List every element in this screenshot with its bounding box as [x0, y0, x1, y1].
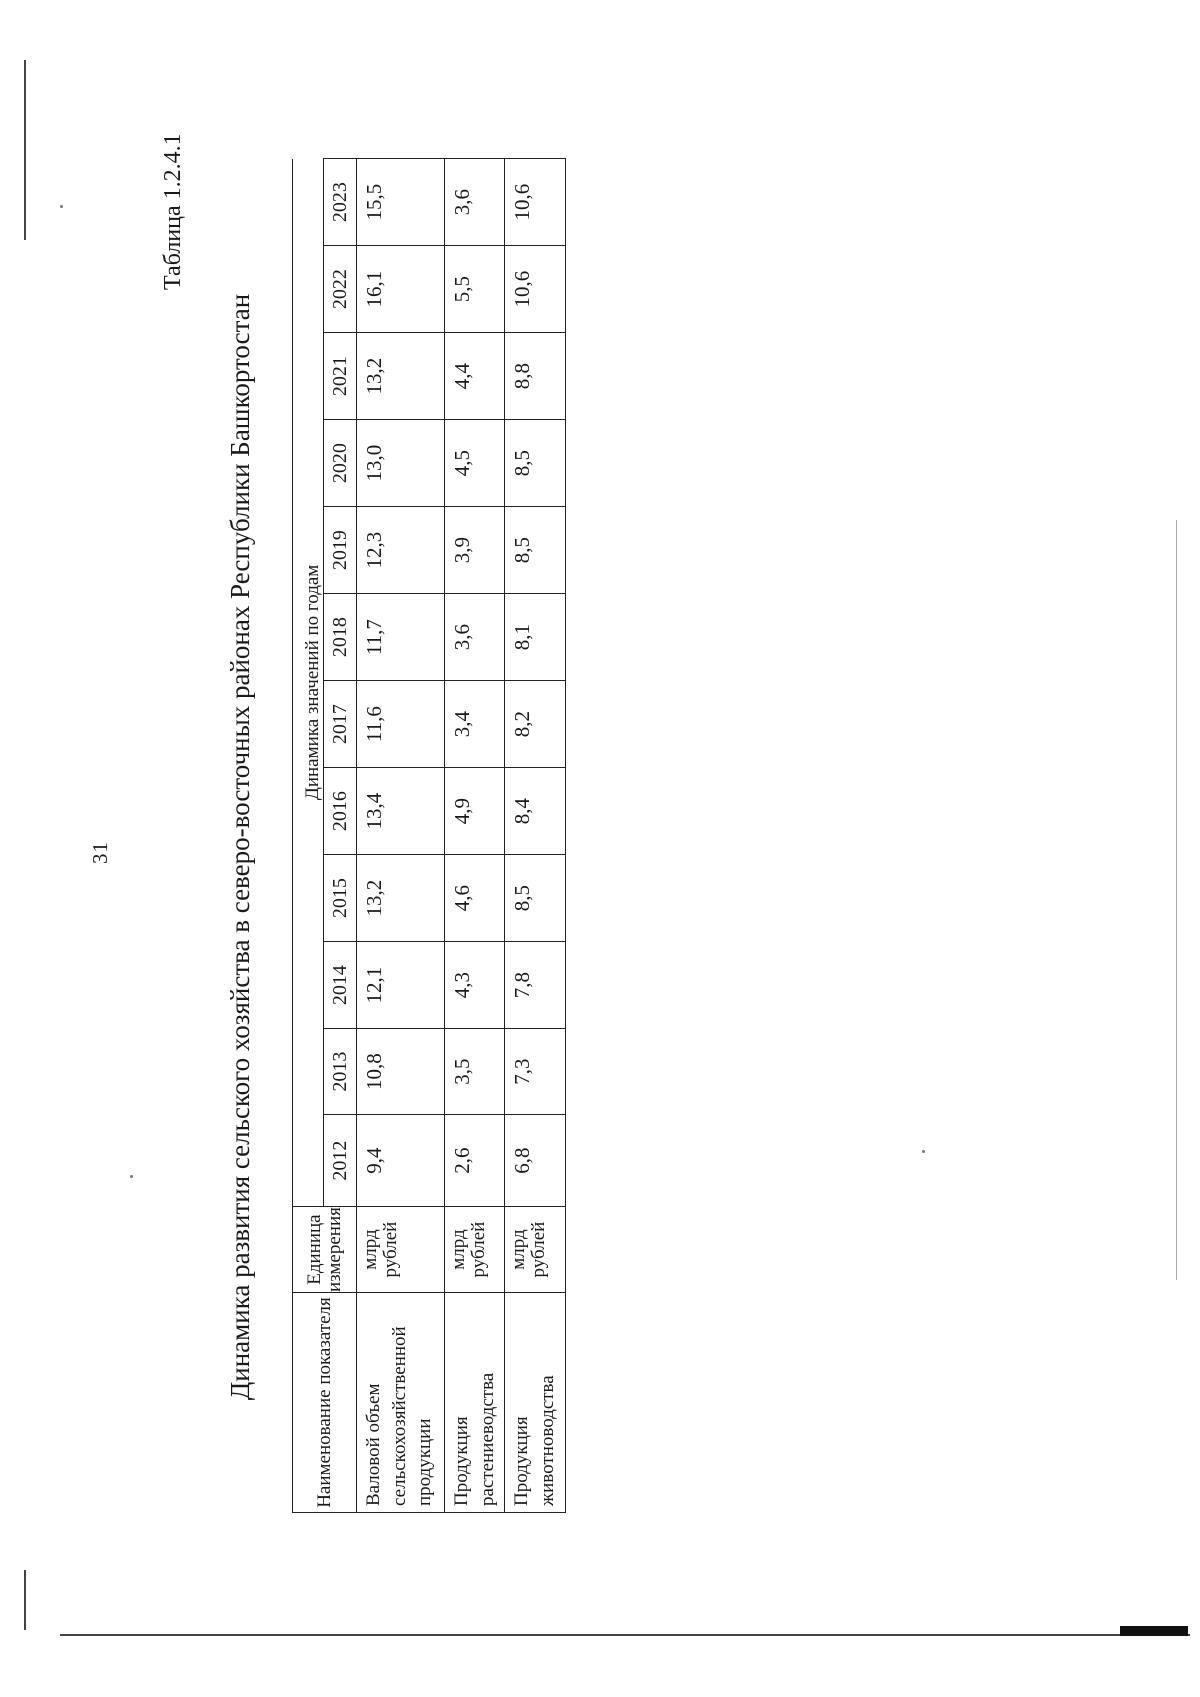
year-cell: 2013	[324, 1029, 357, 1115]
row-unit-cell: млрд рублей	[445, 1207, 505, 1293]
value-cell: 4,5	[445, 420, 505, 507]
data-table	[292, 147, 566, 1513]
value-cell: 8,5	[505, 855, 565, 942]
row-unit-cell: млрд рублей	[357, 1207, 445, 1293]
value-cell: 8,5	[505, 507, 565, 594]
year-cell: 2017	[324, 681, 357, 768]
row-name-cell: Продукция растениеводства	[445, 1293, 505, 1513]
value-cell: 13,2	[357, 333, 445, 420]
value-cell: 6,8	[505, 1115, 565, 1207]
value-cell: 8,4	[505, 768, 565, 855]
table-row	[445, 147, 505, 1513]
value-cell: 8,5	[505, 420, 565, 507]
value-cell: 10,6	[505, 159, 565, 246]
header-row	[293, 147, 324, 1513]
value-cell: 2,6	[445, 1115, 505, 1207]
value-cell: 4,9	[445, 768, 505, 855]
year-cell: 2012	[324, 1115, 357, 1207]
document-title: Динамика развития сельского хозяйства в северо-восточных районах Республики Башкортостан	[225, 293, 255, 1401]
value-cell: 3,5	[445, 1029, 505, 1115]
year-cell: 2023	[324, 159, 357, 246]
value-cell: 10,6	[505, 246, 565, 333]
year-cell: 2019	[324, 507, 357, 594]
year-cell: 2020	[324, 420, 357, 507]
table-gap	[293, 147, 566, 159]
year-cell: 2015	[324, 855, 357, 942]
value-cell: 3,6	[445, 594, 505, 681]
page-number: 31	[88, 841, 112, 864]
value-cell: 12,1	[357, 942, 445, 1029]
value-cell: 5,5	[445, 246, 505, 333]
year-cell: 2014	[324, 942, 357, 1029]
value-cell: 8,2	[505, 681, 565, 768]
value-cell: 3,4	[445, 681, 505, 768]
row-unit-cell: млрд рублей	[505, 1207, 565, 1293]
value-cell: 7,8	[505, 942, 565, 1029]
year-cell: 2018	[324, 594, 357, 681]
value-cell: 3,9	[445, 507, 505, 594]
year-cell: 2021	[324, 333, 357, 420]
value-cell: 12,3	[357, 507, 445, 594]
value-cell: 3,6	[445, 159, 505, 246]
value-cell: 4,3	[445, 942, 505, 1029]
row-name-cell: Продукция животноводства	[505, 1293, 565, 1513]
value-cell: 10,8	[357, 1029, 445, 1115]
table-label: Таблица 1.2.4.1	[160, 133, 186, 290]
value-cell: 11,6	[357, 681, 445, 768]
value-cell: 8,8	[505, 333, 565, 420]
value-cell: 7,3	[505, 1029, 565, 1115]
value-cell: 4,4	[445, 333, 505, 420]
header-unit-cell: Единица измерения	[293, 1207, 357, 1293]
year-cell: 2016	[324, 768, 357, 855]
value-cell: 11,7	[357, 594, 445, 681]
header-dynamics-cell: Динамика значений по годам	[293, 159, 324, 1207]
value-cell: 15,5	[357, 159, 445, 246]
value-cell: 16,1	[357, 246, 445, 333]
value-cell: 13,2	[357, 855, 445, 942]
year-cell: 2022	[324, 246, 357, 333]
table-row	[357, 147, 445, 1513]
table-row	[505, 147, 565, 1513]
header-name-cell: Наименование показателя	[293, 1293, 357, 1513]
value-cell: 13,4	[357, 768, 445, 855]
value-cell: 4,6	[445, 855, 505, 942]
row-name-cell: Валовой объем сельскохозяйственной продукции	[357, 1293, 445, 1513]
value-cell: 9,4	[357, 1115, 445, 1207]
value-cell: 8,1	[505, 594, 565, 681]
value-cell: 13,0	[357, 420, 445, 507]
